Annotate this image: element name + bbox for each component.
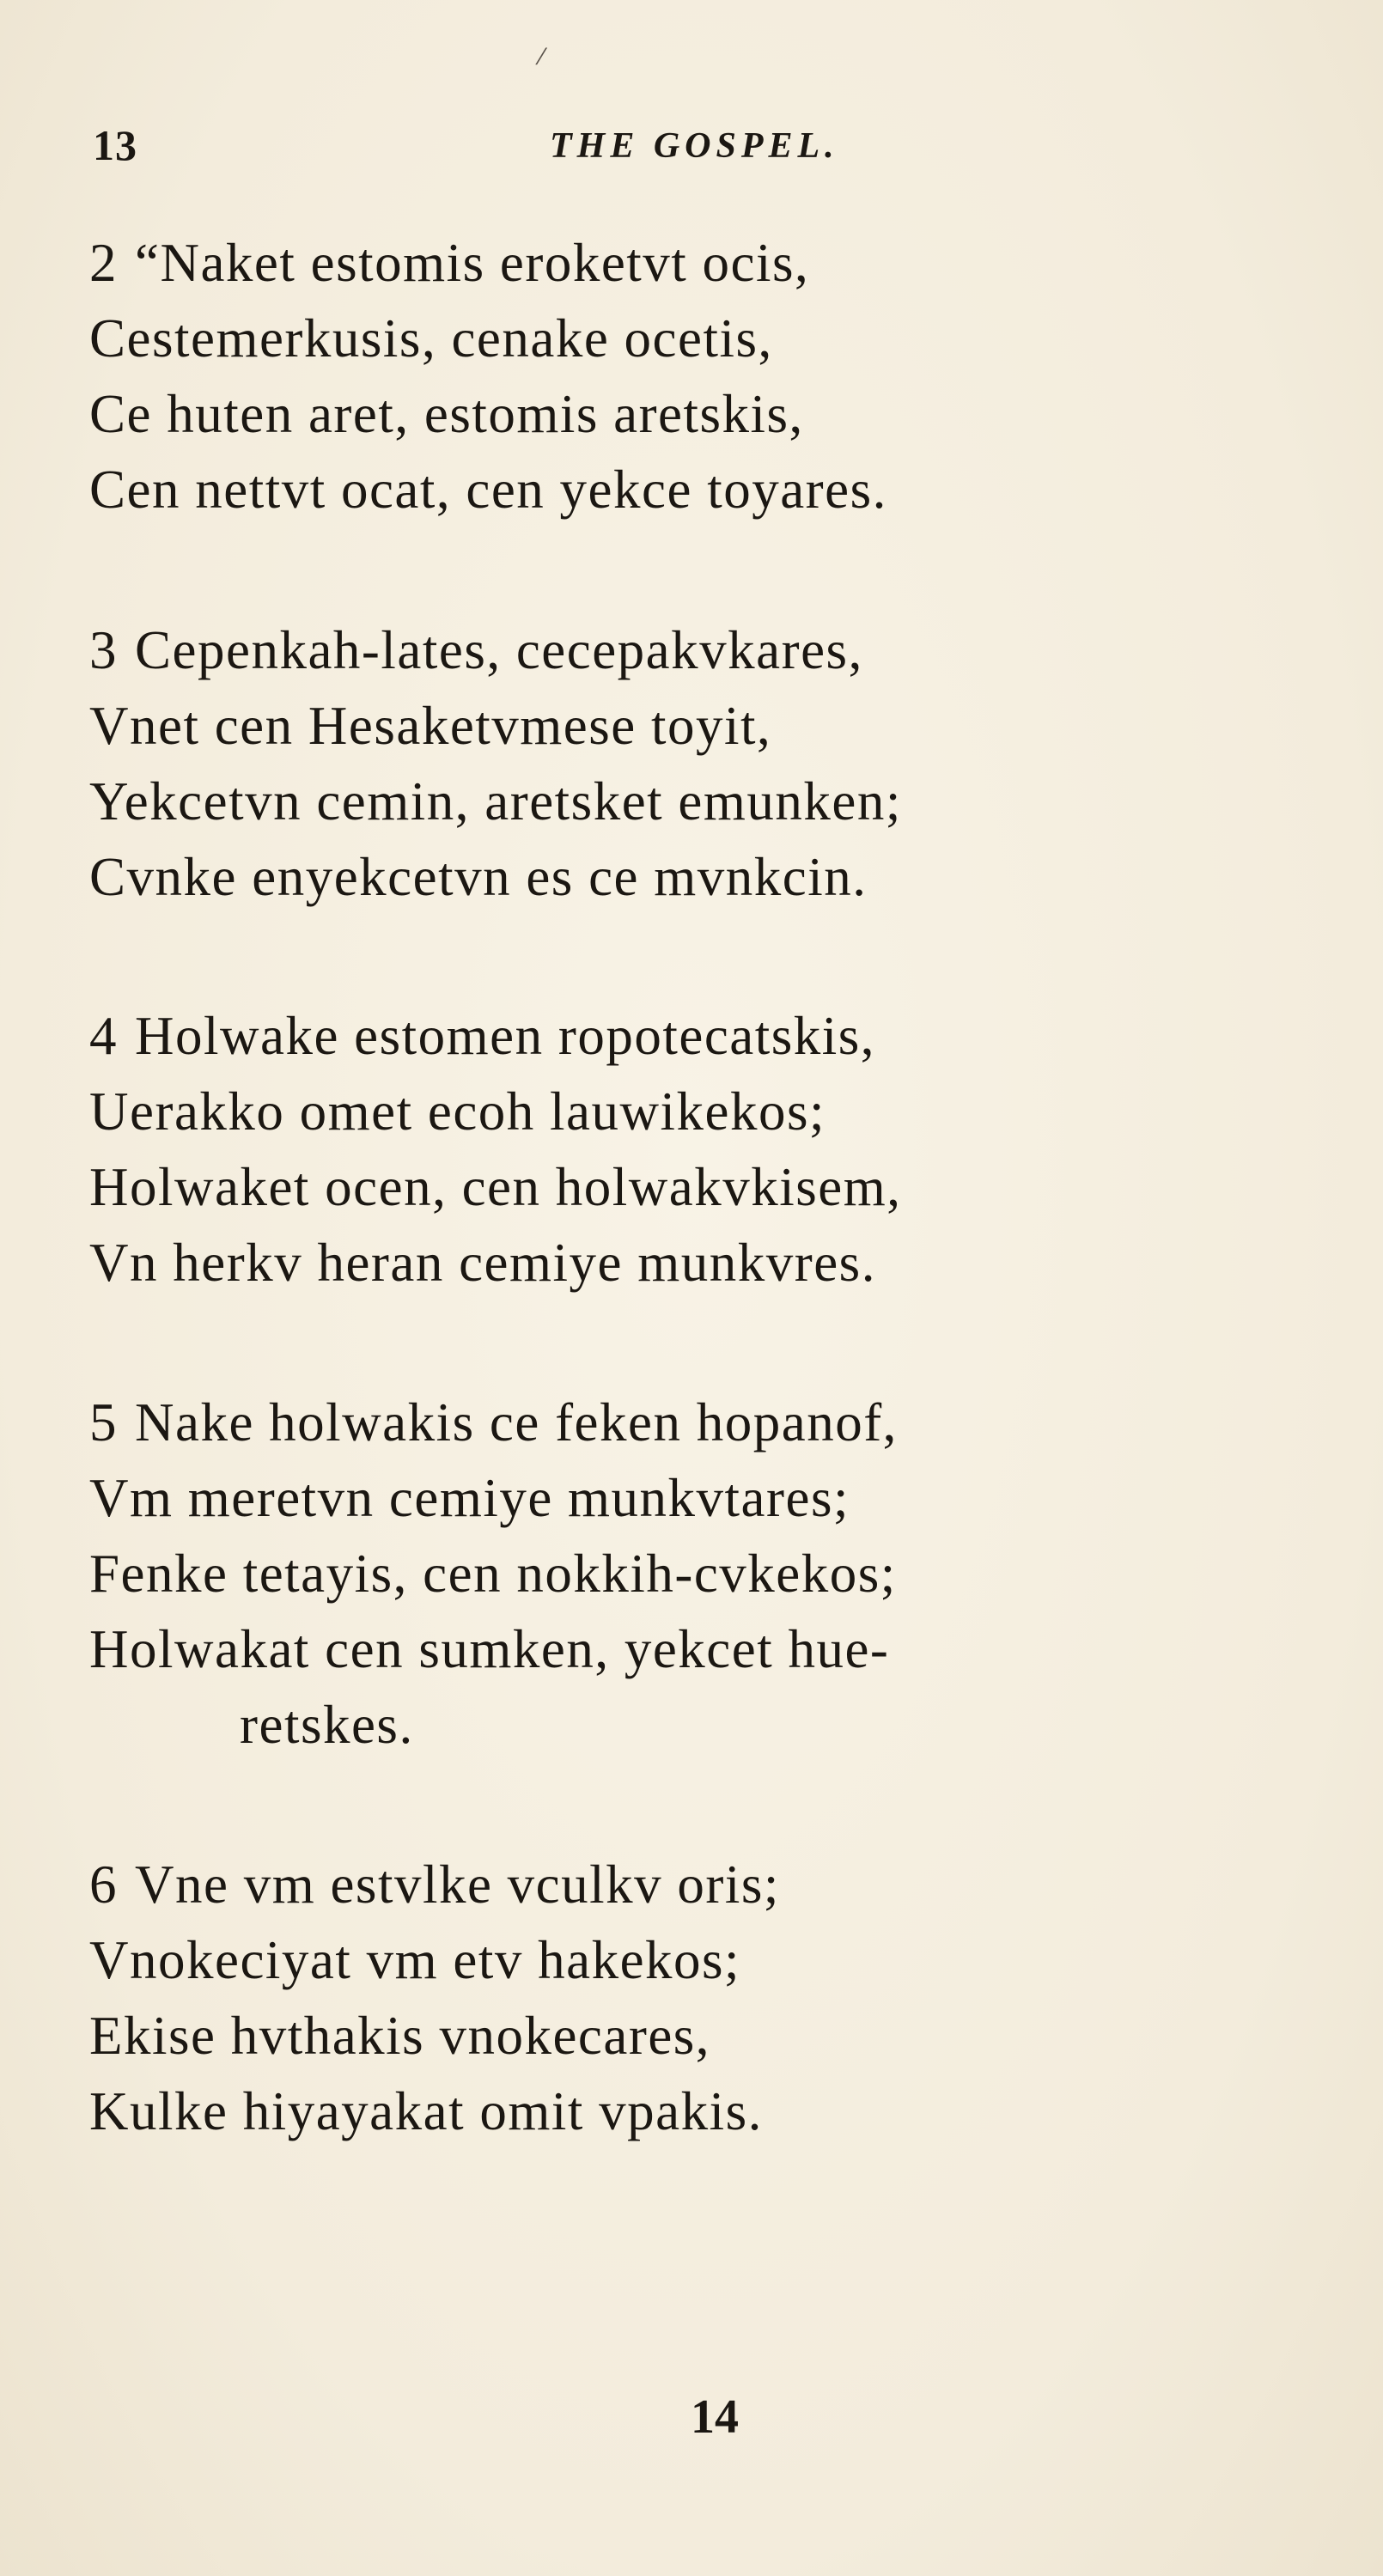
verse-line: Cen nettvt ocat, cen yekce toyares.: [89, 460, 887, 520]
verse-line: 4 Holwake estomen ropotecatskis,: [89, 998, 1361, 1074]
verse-line: Kulke hiyayakat omit vpakis.: [89, 2081, 763, 2141]
stanza: [89, 225, 1361, 527]
verse-line: 5 Nake holwakis ce feken hopanof,: [89, 1385, 1361, 1460]
verse-line: 6 Vne vm estvlke vculkv oris;: [89, 1847, 1361, 1922]
stanza: [89, 1847, 1361, 2149]
verse-line: Cvnke enyekcetvn es ce mvnkcin.: [89, 847, 868, 907]
verse-line: Fenke tetayis, cen nokkih-cvkekos;: [89, 1544, 897, 1604]
verse-line: Holwaket ocen, cen holwakvkisem,: [89, 1157, 902, 1217]
stanza-number: 4: [89, 1006, 118, 1066]
verse-line: 2 “Naket estomis eroketvt ocis,: [89, 225, 1361, 301]
page-header: [86, 120, 945, 172]
stray-mark: ⁄: [539, 45, 544, 70]
verse-line: Holwakat cen sumken, yekcet hue-: [89, 1619, 890, 1679]
verse-line: Vnokeciyat vm etv hakekos;: [89, 1930, 741, 1990]
verse-line: Cestemerkusis, cenake ocetis,: [89, 308, 773, 368]
verse-line: Yekcetvn cemin, aretsket emunken;: [89, 771, 902, 831]
verse-line-continuation: retskes.: [240, 1695, 414, 1755]
stanza: [89, 1385, 1361, 1763]
signature-mark: 14: [691, 2390, 739, 2444]
running-head: THE GOSPEL.: [550, 126, 839, 166]
verse-line: 3 Cepenkah-lates, cecepakvkares,: [89, 612, 1361, 688]
stanza: [89, 998, 1361, 1300]
stanza-number: 5: [89, 1392, 118, 1452]
page-number: 13: [93, 121, 137, 169]
verse-line: Vn herkv heran cemiye munkvres.: [89, 1233, 876, 1293]
stanza-number: 6: [89, 1854, 118, 1915]
stanza: [89, 612, 1361, 915]
verse-line: Ekise hvthakis vnokecares,: [89, 2006, 711, 2066]
verse-line: Ce huten aret, estomis aretskis,: [89, 384, 804, 444]
stanza-number: 2: [89, 233, 118, 293]
verse-line: Vm meretvn cemiye munkvtares;: [89, 1468, 850, 1528]
verse-line: Vnet cen Hesaketvmese toyit,: [89, 696, 772, 756]
verse-line: Uerakko omet ecoh lauwikekos;: [89, 1081, 826, 1142]
stanza-number: 3: [89, 620, 118, 680]
